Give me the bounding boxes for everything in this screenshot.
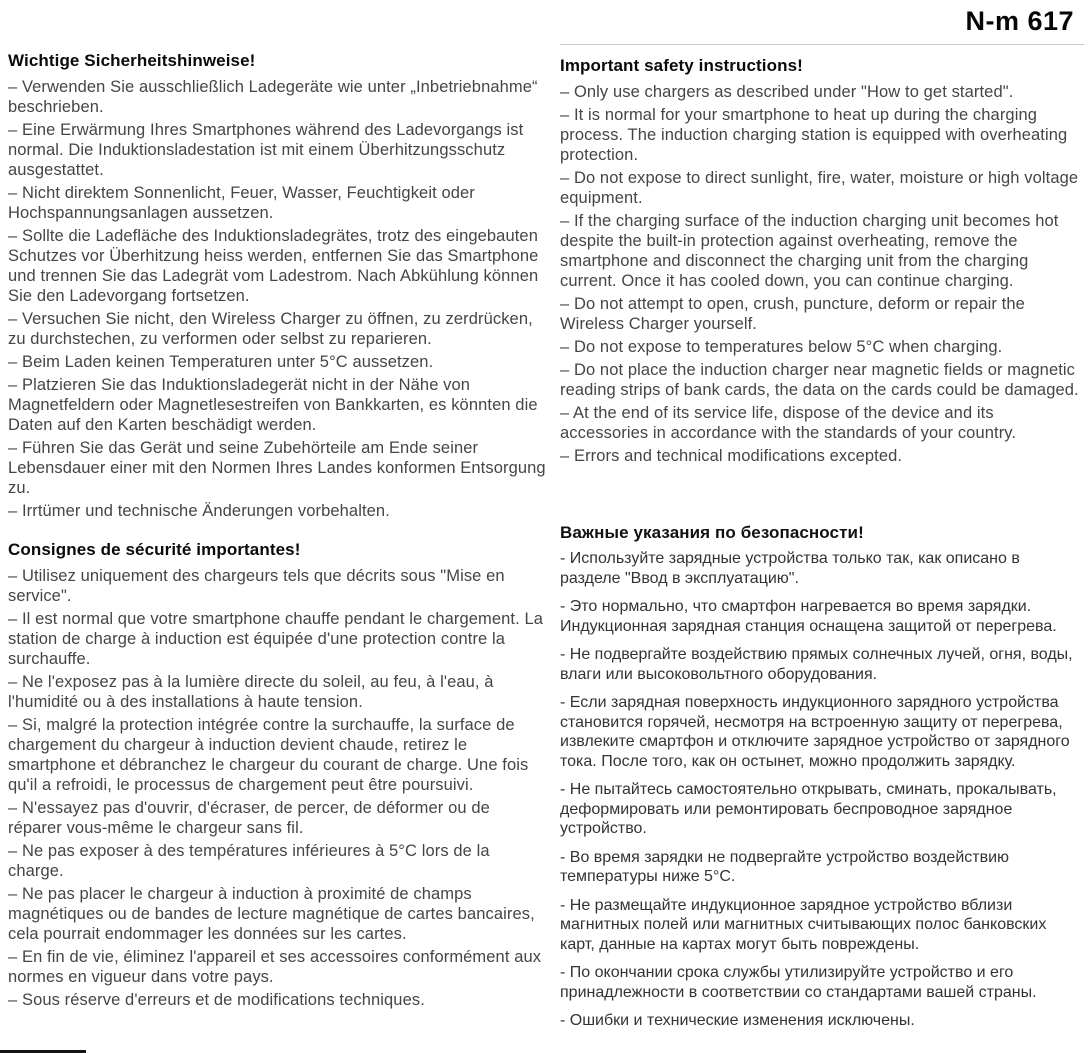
german-items: [8, 77, 548, 521]
english-items: [560, 82, 1084, 466]
model-number: N-m 617: [965, 6, 1074, 36]
safety-item: - Не пытайтесь самостоятельно открывать, сминать, прокалывать, деформировать или ремонтировать беспроводное зарядное устройство.: [560, 781, 1057, 837]
right-column: [560, 0, 1084, 1040]
column-divider-rule: [560, 44, 1084, 45]
safety-item: – Ne l'exposez pas à la lumière directe du soleil, au feu, à l'eau, à l'humidité ou à des installations à haute tension.: [8, 673, 494, 711]
safety-item: - Используйте зарядные устройства только так, как описано в разделе "Ввод в эксплуатацию".: [560, 550, 1020, 587]
safety-item: - Не размещайте индукционное зарядное устройство вблизи магнитных полей или магнитных считывающих полос банковских карт, данные на картах могут быть повреждены.: [560, 896, 1047, 953]
safety-item: – Verwenden Sie ausschließlich Ladegeräte wie unter „Inbetriebnahme“ beschrieben.: [8, 78, 538, 116]
safety-item: – N'essayez pas d'ouvrir, d'écraser, de percer, de déformer ou de réparer vous-même le chargeur sans fil.: [8, 799, 490, 837]
safety-item: – Versuchen Sie nicht, den Wireless Charger zu öffnen, zu zerdrücken, zu durchstechen, zu verformen oder selbst zu reparieren.: [8, 310, 533, 348]
section-french: [8, 539, 548, 1010]
safety-item: – At the end of its service life, dispose of the device and its accessories in accordance with the standards of your country.: [560, 404, 1017, 442]
safety-item: – Ne pas placer le chargeur à induction à proximité de champs magnétiques ou de bandes de lecture magnétique de cartes bancaires, cela pourrait endommager les données sur les cartes.: [8, 885, 535, 943]
safety-item: - Ошибки и технические изменения исключены.: [560, 1012, 915, 1029]
safety-item: – Sous réserve d'erreurs et de modifications techniques.: [8, 991, 425, 1009]
section-title-french: Consignes de sécurité importantes!: [8, 540, 301, 559]
french-items: [8, 566, 548, 1010]
safety-item: - По окончании срока службы утилизируйте устройство и его принадлежности в соответствии со стандартами вашей страны.: [560, 964, 1037, 1001]
safety-item: – Do not expose to direct sunlight, fire, water, moisture or high voltage equipment.: [560, 169, 1079, 207]
safety-item: - Не подвергайте воздействию прямых солнечных лучей, огня, воды, влаги или высоковольтного оборудования.: [560, 646, 1073, 683]
section-english: [560, 55, 1084, 466]
section-title-english: Important safety instructions!: [560, 56, 803, 75]
safety-item: – Si, malgré la protection intégrée contre la surchauffe, la surface de chargement du chargeur à induction devient chaude, retirez le smartphone et débranchez le chargeur du courant de charge. Une fois qu'il a refroidi, le processus de chargement peut être poursuivi.: [8, 716, 529, 794]
russian-items: [560, 549, 1084, 1031]
section-german: [8, 50, 548, 521]
safety-item: – Ne pas exposer à des températures inférieures à 5°C lors de la charge.: [8, 842, 490, 880]
safety-item: – Do not expose to temperatures below 5°C when charging.: [560, 338, 1003, 356]
safety-item: - Во время зарядки не подвергайте устройство воздействию температуры ниже 5°C.: [560, 848, 1010, 885]
safety-item: – Il est normal que votre smartphone chauffe pendant le chargement. La station de charge à induction est équipée d'une protection contre la surchauffe.: [8, 610, 544, 668]
safety-item: - Это нормально, что смартфон нагревается во время зарядки. Индукционная зарядная станция оснащена защитой от перегрева.: [560, 598, 1057, 635]
section-title-german: Wichtige Sicherheitshinweise!: [8, 51, 256, 70]
safety-item: – Only use chargers as described under "How to get started".: [560, 83, 1014, 101]
safety-item: – Do not attempt to open, crush, puncture, deform or repair the Wireless Charger yourself.: [560, 295, 1025, 333]
safety-item: - Если зарядная поверхность индукционного зарядного устройства становится горячей, несмотря на встроенную защиту от перегрева, извлеките смартфон и отключите зарядное устройство от зарядного тока. После того, как он остынет, можно продолжить зарядку.: [560, 694, 1070, 770]
safety-item: – Nicht direktem Sonnenlicht, Feuer, Wasser, Feuchtigkeit oder Hochspannungsanlagen aussetzen.: [8, 184, 475, 222]
safety-item: – Utilisez uniquement des chargeurs tels que décrits sous "Mise en service".: [8, 567, 505, 605]
left-column: [8, 0, 548, 1040]
section-russian: [560, 522, 1084, 1031]
safety-item: – En fin de vie, éliminez l'appareil et ses accessoires conformément aux normes en vigueur dans votre pays.: [8, 948, 542, 986]
section-title-russian: Важные указания по безопасности!: [560, 523, 864, 542]
safety-item: – Führen Sie das Gerät und seine Zubehörteile am Ende seiner Lebensdauer einer mit den Normen Ihres Landes konformen Entsorgung zu.: [8, 439, 546, 497]
safety-item: – Errors and technical modifications excepted.: [560, 447, 903, 465]
safety-item: – Irrtümer und technische Änderungen vorbehalten.: [8, 502, 390, 520]
safety-item: – It is normal for your smartphone to heat up during the charging process. The induction charging station is equipped with overheating protection.: [560, 106, 1068, 164]
safety-item: – Eine Erwärmung Ihres Smartphones während des Ladevorgangs ist normal. Die Induktionsladestation ist mit einem Überhitzungsschutz ausgestattet.: [8, 121, 524, 179]
safety-item: – Beim Laden keinen Temperaturen unter 5°C aussetzen.: [8, 353, 434, 371]
safety-item: – Platzieren Sie das Induktionsladegerät nicht in der Nähe von Magnetfeldern oder Magnetlesestreifen von Bankkarten, es könnten die Daten auf den Karten beschädigt werden.: [8, 376, 538, 434]
safety-item: – Sollte die Ladefläche des Induktionsladegrätes, trotz des eingebauten Schutzes vor Überhitzung heiss werden, entfernen Sie das Smartphone und trennen Sie das Ladegrät vom Ladestrom. Nach Abkühlung können Sie den Ladevorgang fortsetzen.: [8, 227, 539, 305]
safety-item: – Do not place the induction charger near magnetic fields or magnetic reading strips of bank cards, the data on the cards could be damaged.: [560, 361, 1079, 399]
safety-item: – If the charging surface of the induction charging unit becomes hot despite the built-in protection against overheating, remove the smartphone and disconnect the charging unit from the charging current. Once it has cooled down, you can continue charging.: [560, 212, 1059, 290]
